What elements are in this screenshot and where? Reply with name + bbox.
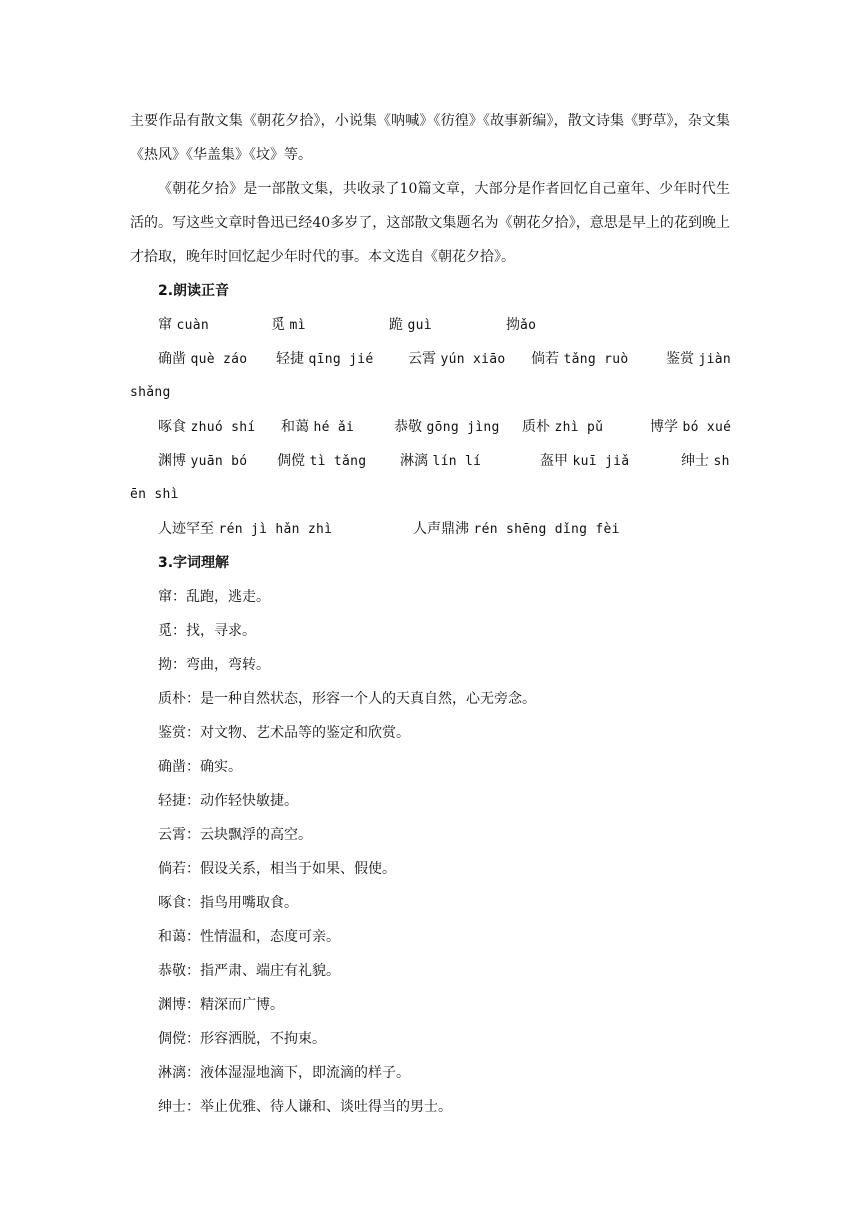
pronunciation-row-2 xyxy=(130,342,730,376)
word-jianshang: 鉴赏 jiàn xyxy=(666,351,731,367)
intro-paragraph-works: 主要作品有散文集《朝花夕拾》，小说集《呐喊》《彷徨》《故事新编》，散文诗集《野草》，杂文集《热风》《华盖集》《坟》等。 xyxy=(130,113,730,163)
definition-item: 轻捷：动作轻快敏捷。 xyxy=(158,793,298,809)
definition-item: 质朴：是一种自然状态，形容一个人的天真自然，心无旁念。 xyxy=(158,691,536,707)
definition-item: 淋漓：液体湿湿地滴下，即流滴的样子。 xyxy=(158,1065,410,1081)
word-tangruo: 倘若 tǎng ruò xyxy=(531,351,629,367)
definition-item: 云霄：云块飘浮的高空。 xyxy=(158,827,312,843)
word-cuan: 窜 cuàn xyxy=(158,317,209,333)
definition-item: 啄食：指鸟用嘴取食。 xyxy=(158,895,298,911)
word-zhipu: 质朴 zhì pǔ xyxy=(522,419,604,435)
word-qingjie: 轻捷 qīng jié xyxy=(276,351,374,367)
pronunciation-row-1 xyxy=(130,308,730,342)
word-gui: 跪 guì xyxy=(389,317,432,333)
word-kuijia: 盔甲 kuī jiǎ xyxy=(540,453,630,469)
definition-item: 鉴赏：对文物、艺术品等的鉴定和欣赏。 xyxy=(158,725,410,741)
word-yunxiao: 云霄 yún xiāo xyxy=(408,351,506,367)
pronunciation-row-5 xyxy=(130,512,730,546)
word-heai: 和蔼 hé ǎi xyxy=(281,419,355,435)
document-page xyxy=(130,104,730,1124)
pronunciation-row-2-continued: shǎng xyxy=(130,385,171,400)
pronunciation-row-4-continued: ēn shì xyxy=(130,487,179,502)
word-gongjing: 恭敬 gōng jìng xyxy=(394,419,500,435)
definition-item: 倜傥：形容洒脱，不拘束。 xyxy=(158,1031,326,1047)
section-heading-pronunciation: 2.朗读正音 xyxy=(158,283,230,299)
definition-item: 窜：乱跑，逃走。 xyxy=(158,589,270,605)
word-boxue: 博学 bó xué xyxy=(650,419,732,435)
intro-paragraph-collection: 《朝花夕拾》是一部散文集，共收录了10篇文章，大部分是作者回忆自己童年、少年时代生活的。写这些文章时鲁迅已经40多岁了，这部散文集题名为《朝花夕拾》，意思是早上的花到晚上才拾取，晚年时回忆起少年时代的事。本文选自《朝花夕拾》。 xyxy=(130,181,730,265)
word-quezao: 确凿 què záo xyxy=(158,351,248,367)
definition-item: 觅：找，寻求。 xyxy=(158,623,256,639)
definition-item: 和蔼：性情温和，态度可亲。 xyxy=(158,929,340,945)
definition-item: 拗：弯曲，弯转。 xyxy=(158,657,270,673)
word-ao: 拗ǎo xyxy=(506,317,537,333)
word-linli: 淋漓 lín lí xyxy=(400,453,482,469)
pronunciation-row-3 xyxy=(130,410,730,444)
word-renshengdingfei: 人声鼎沸 rén shēng dǐng fèi xyxy=(413,521,620,537)
word-mi: 觅 mì xyxy=(271,317,306,333)
definition-item: 渊博：精深而广博。 xyxy=(158,997,284,1013)
definition-item: 恭敬：指严肃、端庄有礼貌。 xyxy=(158,963,340,979)
definition-item: 确凿：确实。 xyxy=(158,759,242,775)
definition-item: 倘若：假设关系，相当于如果、假使。 xyxy=(158,861,396,877)
definition-item: 绅士：举止优雅、待人谦和、谈吐得当的男士。 xyxy=(158,1099,452,1115)
word-yuanbo: 渊博 yuān bó xyxy=(158,453,248,469)
section-heading-vocabulary: 3.字词理解 xyxy=(158,555,230,571)
word-renjihanzhi: 人迹罕至 rén jì hǎn zhì xyxy=(158,521,333,537)
word-titang: 倜傥 tì tǎng xyxy=(277,453,367,469)
word-shenshi: 绅士 sh xyxy=(681,453,730,469)
pronunciation-row-4 xyxy=(130,444,730,478)
word-zhuoshi: 啄食 zhuó shí xyxy=(158,419,256,435)
